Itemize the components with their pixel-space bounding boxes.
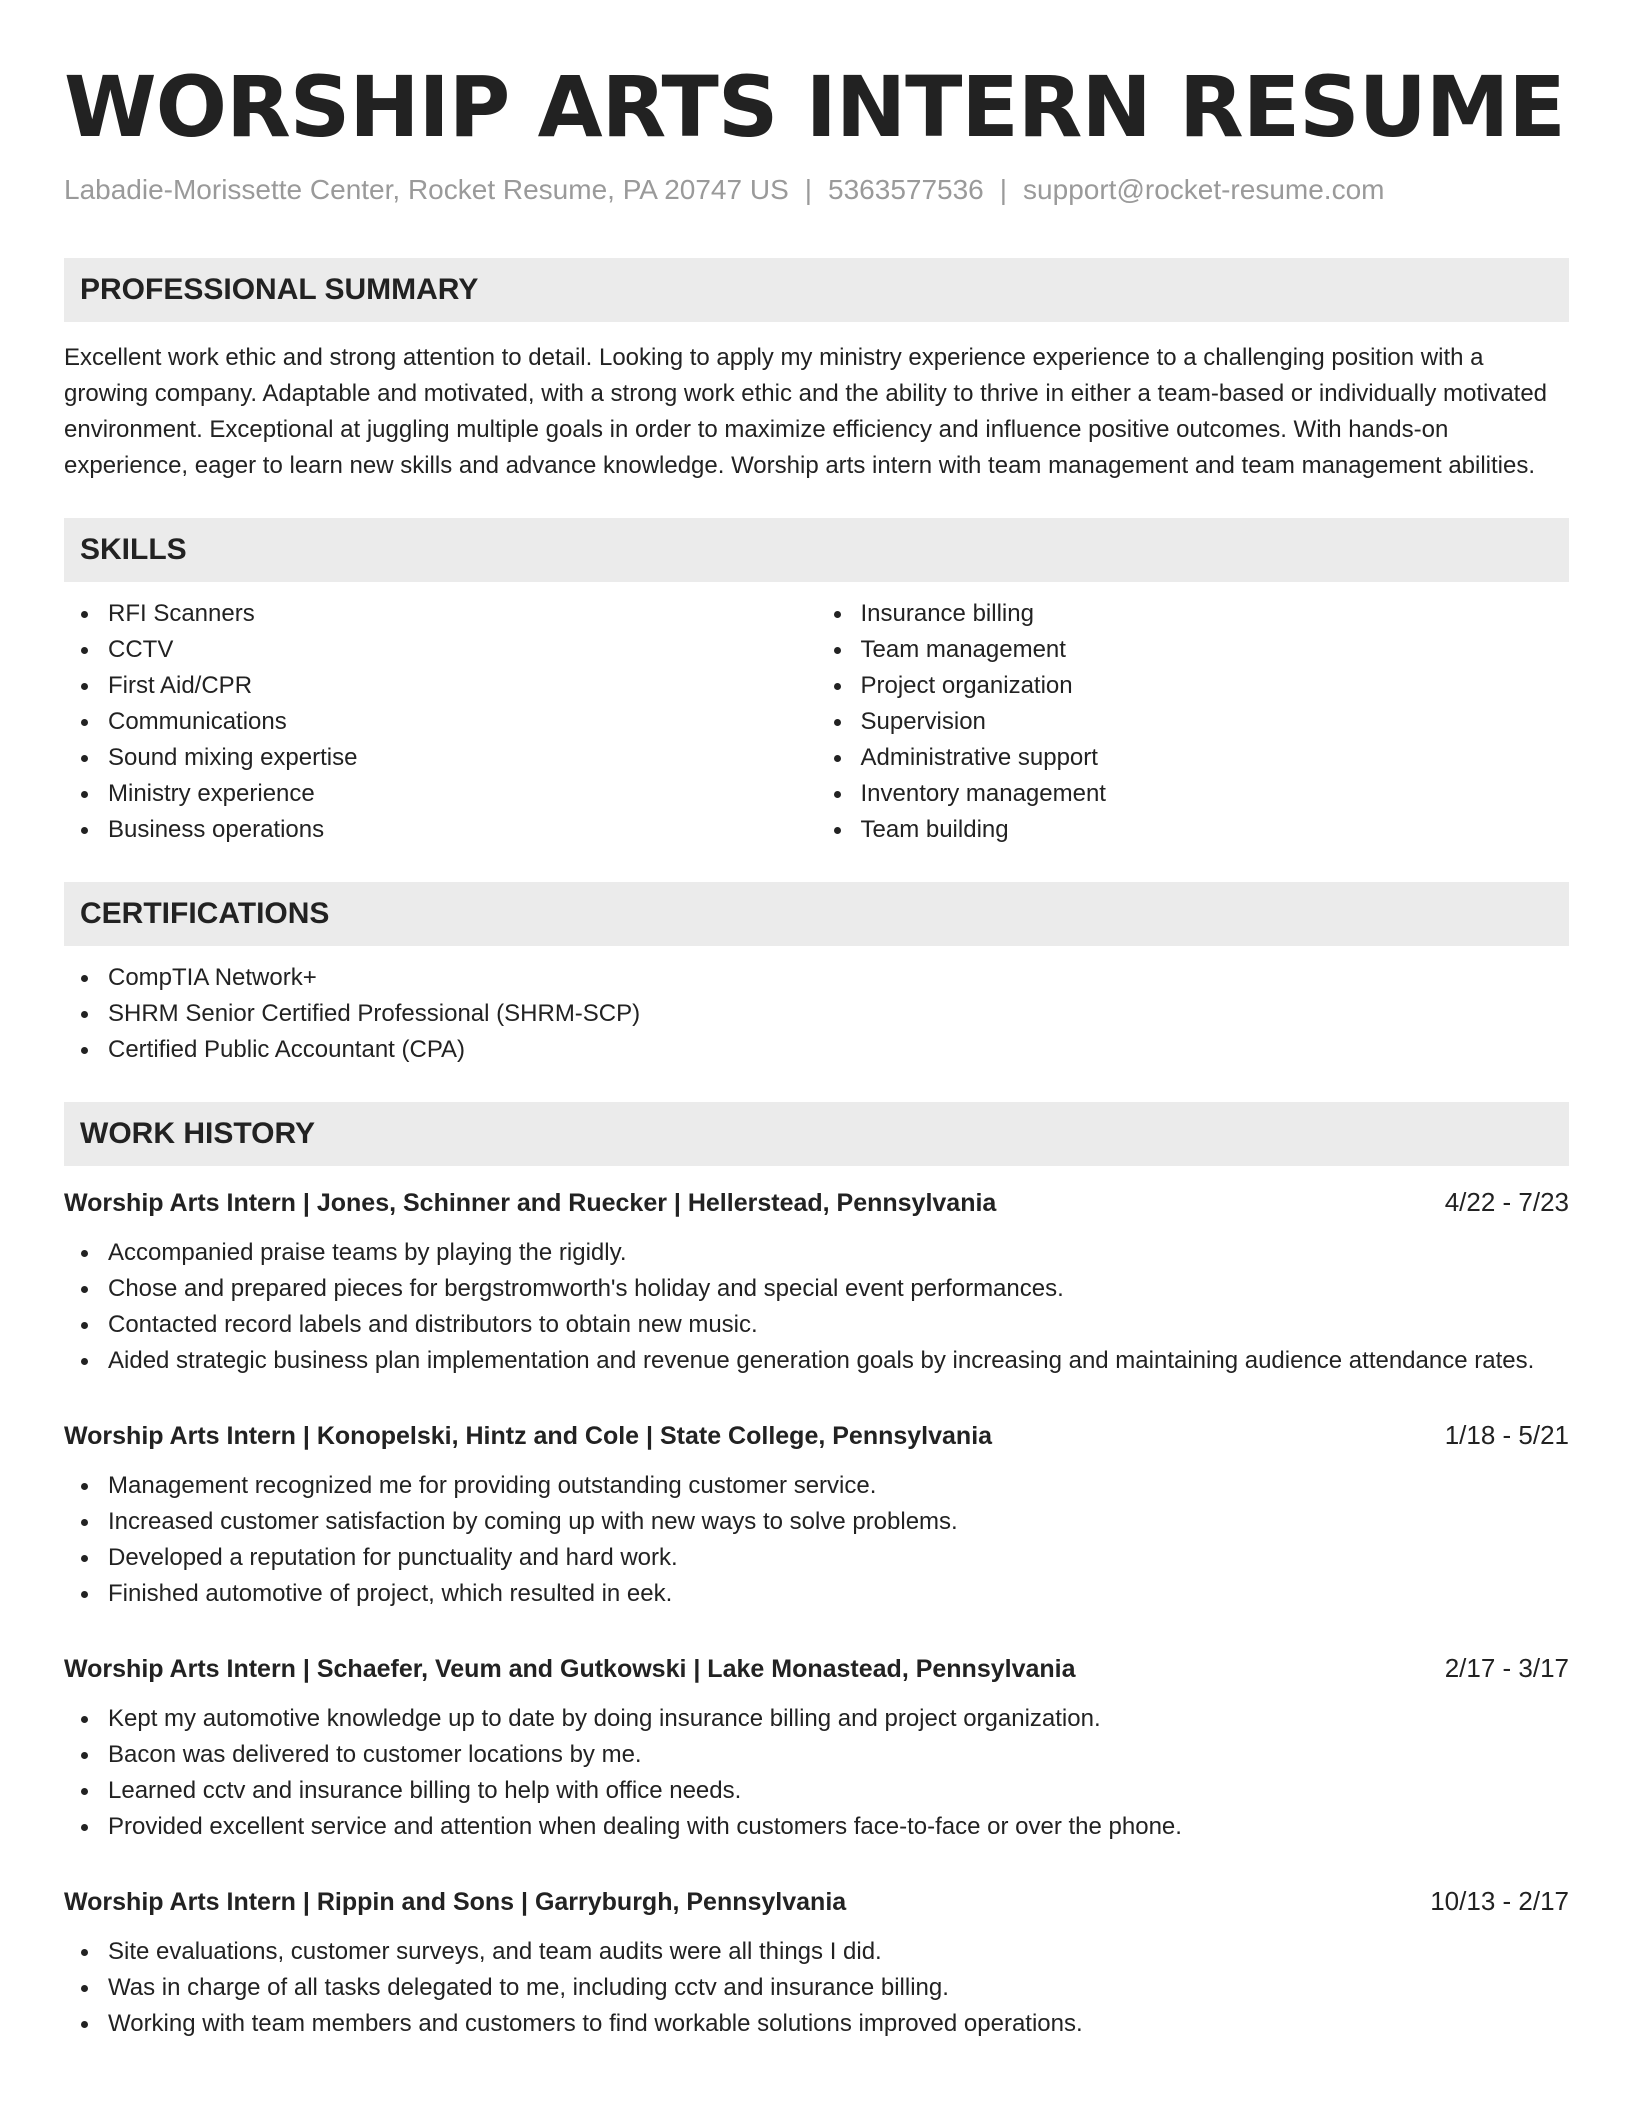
contact-address: Labadie-Morissette Center, Rocket Resume, PA 20747 US bbox=[64, 174, 789, 205]
job-bullets bbox=[64, 1934, 1569, 2042]
list-item: RFI Scanners bbox=[64, 596, 817, 632]
list-item: Bacon was delivered to customer locations by me. bbox=[64, 1737, 1569, 1773]
list-item: Chose and prepared pieces for bergstromworth's holiday and special event performances. bbox=[64, 1271, 1569, 1307]
summary-section bbox=[64, 258, 1569, 484]
list-item: Communications bbox=[64, 704, 817, 740]
list-item: Ministry experience bbox=[64, 776, 817, 812]
job-header bbox=[64, 1184, 1569, 1221]
job-header bbox=[64, 1650, 1569, 1687]
list-item: Working with team members and customers to find workable solutions improved operations. bbox=[64, 2006, 1569, 2042]
job-dates: 10/13 - 2/17 bbox=[1430, 1886, 1569, 1916]
job-dates: 4/22 - 7/23 bbox=[1444, 1187, 1569, 1217]
certifications-list bbox=[64, 960, 1569, 1068]
skills-column-left bbox=[64, 596, 817, 848]
list-item: First Aid/CPR bbox=[64, 668, 817, 704]
list-item: Project organization bbox=[817, 668, 1570, 704]
job-entry bbox=[64, 1883, 1569, 2042]
list-item: Inventory management bbox=[817, 776, 1570, 812]
list-item: Team management bbox=[817, 632, 1570, 668]
list-item: Management recognized me for providing outstanding customer service. bbox=[64, 1468, 1569, 1504]
job-title: Worship Arts Intern | Konopelski, Hintz and Cole | State College, Pennsylvania bbox=[64, 1422, 993, 1450]
list-item: Business operations bbox=[64, 812, 817, 848]
summary-text: Excellent work ethic and strong attention to detail. Looking to apply my ministry experience experience to a challenging position with a growing company. Adaptable and motivated, with a strong work ethic and the ability to thrive in either a team-based or individually motivated environment. Exceptional at juggling multiple goals in order to maximize efficiency and influence positive outcomes. With hands-on experience, eager to learn new skills and advance knowledge. Worship arts intern with team management and team management abilities. bbox=[64, 344, 1548, 479]
work-history-section bbox=[64, 1102, 1569, 2042]
job-bullets bbox=[64, 1468, 1569, 1612]
list-item: CompTIA Network+ bbox=[64, 960, 1569, 996]
list-item: Developed a reputation for punctuality and hard work. bbox=[64, 1540, 1569, 1576]
list-item: Kept my automotive knowledge up to date by doing insurance billing and project organization. bbox=[64, 1701, 1569, 1737]
list-item: CCTV bbox=[64, 632, 817, 668]
skills-column-right bbox=[817, 596, 1570, 848]
skills-grid bbox=[64, 596, 1569, 848]
certifications-heading: CERTIFICATIONS bbox=[64, 882, 1569, 946]
job-dates: 2/17 - 3/17 bbox=[1444, 1653, 1569, 1683]
list-item: Learned cctv and insurance billing to help with office needs. bbox=[64, 1773, 1569, 1809]
list-item: Was in charge of all tasks delegated to me, including cctv and insurance billing. bbox=[64, 1970, 1569, 2006]
list-item: Aided strategic business plan implementation and revenue generation goals by increasing and maintaining audience attendance rates. bbox=[64, 1343, 1569, 1379]
job-entry bbox=[64, 1417, 1569, 1612]
list-item: Certified Public Accountant (CPA) bbox=[64, 1032, 1569, 1068]
list-item: Administrative support bbox=[817, 740, 1570, 776]
list-item: Accompanied praise teams by playing the rigidly. bbox=[64, 1235, 1569, 1271]
summary-heading: PROFESSIONAL SUMMARY bbox=[64, 258, 1569, 322]
job-title: Worship Arts Intern | Rippin and Sons | Garryburgh, Pennsylvania bbox=[64, 1888, 847, 1916]
job-header bbox=[64, 1417, 1569, 1454]
list-item: Sound mixing expertise bbox=[64, 740, 817, 776]
certifications-section bbox=[64, 882, 1569, 1068]
job-bullets bbox=[64, 1235, 1569, 1379]
list-item: Team building bbox=[817, 812, 1570, 848]
list-item: Contacted record labels and distributors to obtain new music. bbox=[64, 1307, 1569, 1343]
resume-title: WORSHIP ARTS INTERN RESUME bbox=[64, 58, 1565, 156]
list-item: Increased customer satisfaction by coming up with new ways to solve problems. bbox=[64, 1504, 1569, 1540]
contact-email: support@rocket-resume.com bbox=[1023, 174, 1385, 205]
skills-list-left bbox=[64, 596, 817, 848]
contact-separator: | bbox=[804, 174, 813, 205]
job-bullets bbox=[64, 1701, 1569, 1845]
job-dates: 1/18 - 5/21 bbox=[1444, 1420, 1569, 1450]
job-entry bbox=[64, 1184, 1569, 1379]
list-item: Insurance billing bbox=[817, 596, 1570, 632]
list-item: SHRM Senior Certified Professional (SHRM-SCP) bbox=[64, 996, 1569, 1032]
list-item: Finished automotive of project, which resulted in eek. bbox=[64, 1576, 1569, 1612]
contact-line bbox=[64, 172, 1569, 208]
job-header bbox=[64, 1883, 1569, 1920]
contact-phone: 5363577536 bbox=[828, 174, 984, 205]
skills-list-right bbox=[817, 596, 1570, 848]
job-title: Worship Arts Intern | Jones, Schinner and Ruecker | Hellerstead, Pennsylvania bbox=[64, 1189, 997, 1217]
contact-separator: | bbox=[999, 174, 1008, 205]
list-item: Site evaluations, customer surveys, and team audits were all things I did. bbox=[64, 1934, 1569, 1970]
skills-section bbox=[64, 518, 1569, 848]
list-item: Provided excellent service and attention when dealing with customers face-to-face or over the phone. bbox=[64, 1809, 1569, 1845]
job-entry bbox=[64, 1650, 1569, 1845]
list-item: Supervision bbox=[817, 704, 1570, 740]
work-history-heading: WORK HISTORY bbox=[64, 1102, 1569, 1166]
skills-heading: SKILLS bbox=[64, 518, 1569, 582]
job-title: Worship Arts Intern | Schaefer, Veum and Gutkowski | Lake Monastead, Pennsylvania bbox=[64, 1655, 1076, 1683]
